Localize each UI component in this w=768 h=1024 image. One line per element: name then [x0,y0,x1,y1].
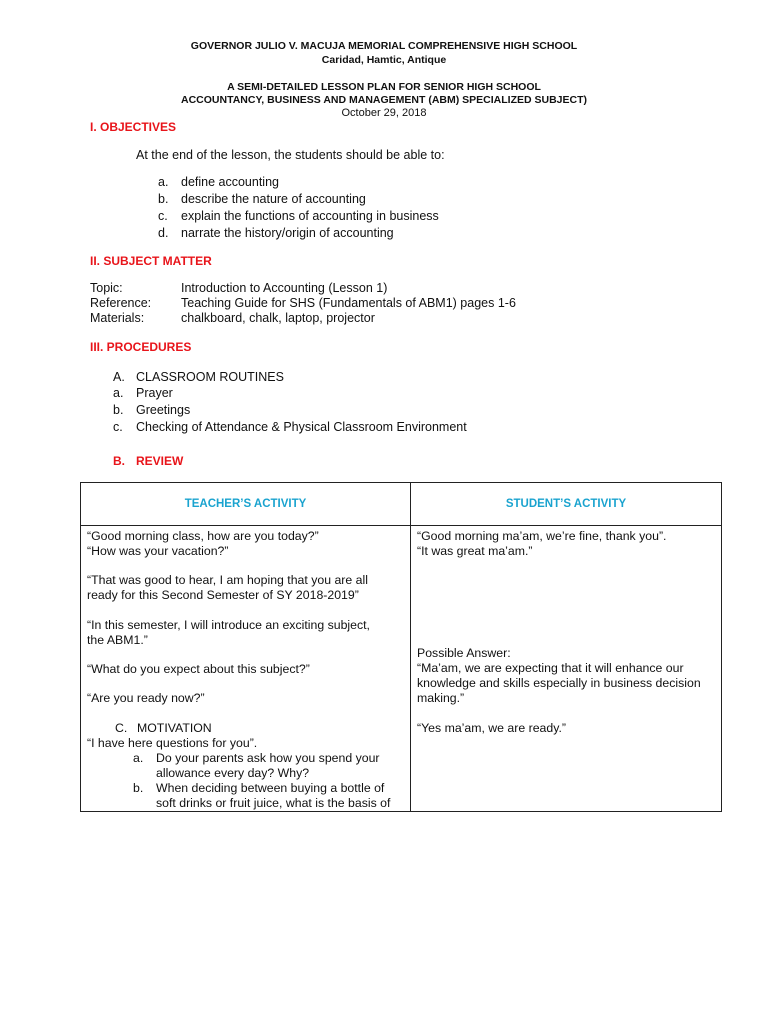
subject-matter-heading: II. SUBJECT MATTER [90,254,212,268]
reference-value: Teaching Guide for SHS (Fundamentals of ABM1) pages 1-6 [181,296,516,310]
school-name: GOVERNOR JULIO V. MACUJA MEMORIAL COMPREHENSIVE HIGH SCHOOL [190,40,578,52]
question-letter: a. [133,751,144,765]
objective-item: narrate the history/origin of accounting [181,226,394,240]
teacher-line: “Good morning class, how are you today?” [87,529,319,543]
student-line: “Ma’am, we are expecting that it will enhance our [417,661,684,675]
routines-letter: A. [113,370,125,384]
student-line: making.” [417,691,465,705]
materials-value: chalkboard, chalk, laptop, projector [181,311,375,325]
possible-answer-label: Possible Answer: [417,646,511,660]
teacher-line: “How was your vacation?” [87,544,229,558]
review-heading: REVIEW [136,454,184,468]
motivation-letter: C. [115,721,128,735]
motivation-title: MOTIVATION [137,721,212,735]
teacher-activity-cell [81,526,411,812]
student-line: knowledge and skills especially in business decision [417,676,701,690]
objective-item: explain the functions of accounting in business [181,209,439,223]
teacher-line: ready for this Second Semester of SY 2018-2019” [87,588,359,602]
question-line: When deciding between buying a bottle of [156,781,385,795]
routine-letter: a. [113,386,124,400]
objective-letter: b. [158,192,169,206]
subject-title: ACCOUNTANCY, BUSINESS AND MANAGEMENT (ABM) SPECIALIZED SUBJECT) [180,94,587,106]
teacher-line: “I have here questions for you”. [87,736,258,750]
student-line: “Good morning ma’am, we’re fine, thank you”. [417,529,667,543]
routine-letter: b. [113,403,124,417]
question-line: allowance every day? Why? [156,766,310,780]
objective-letter: a. [158,175,169,189]
student-activity-header: STUDENT’S ACTIVITY [411,483,722,526]
topic-label: Topic: [90,281,123,295]
question-line: Do your parents ask how you spend your [156,751,380,765]
question-letter: b. [133,781,144,795]
student-line: “Yes ma’am, we are ready.” [417,721,566,735]
teacher-line: “Are you ready now?” [87,691,205,705]
teacher-line: “That was good to hear, I am hoping that you are all [87,573,368,587]
question-line: soft drinks or fruit juice, what is the basis of [156,796,391,810]
teacher-activity-header: TEACHER’S ACTIVITY [81,483,411,526]
objective-item: describe the nature of accounting [181,192,366,206]
routine-item: Checking of Attendance & Physical Classroom Environment [136,420,467,434]
routine-item: Prayer [136,386,173,400]
lesson-date: October 29, 2018 [341,107,427,119]
routine-item: Greetings [136,403,191,417]
lesson-plan-title: A SEMI-DETAILED LESSON PLAN FOR SENIOR HIGH SCHOOL [227,81,541,93]
reference-label: Reference: [90,296,152,310]
objectives-intro: At the end of the lesson, the students should be able to: [136,148,445,162]
procedures-heading: III. PROCEDURES [90,340,192,354]
teacher-line: the ABM1.” [87,633,148,647]
materials-label: Materials: [90,311,145,325]
school-address: Caridad, Hamtic, Antique [321,54,447,66]
routines-title: CLASSROOM ROUTINES [136,370,284,384]
teacher-line: “What do you expect about this subject?” [87,662,310,676]
student-line: “It was great ma’am.” [417,544,533,558]
objectives-heading: I. OBJECTIVES [90,120,177,134]
activity-table [80,482,722,812]
teacher-line: “In this semester, I will introduce an exciting subject, [87,618,370,632]
review-letter: B. [113,454,125,468]
objective-letter: d. [158,226,169,240]
routine-letter: c. [113,420,123,434]
objective-item: define accounting [181,175,279,189]
student-activity-cell [411,526,722,812]
topic-value: Introduction to Accounting (Lesson 1) [181,281,388,295]
objective-letter: c. [158,209,168,223]
